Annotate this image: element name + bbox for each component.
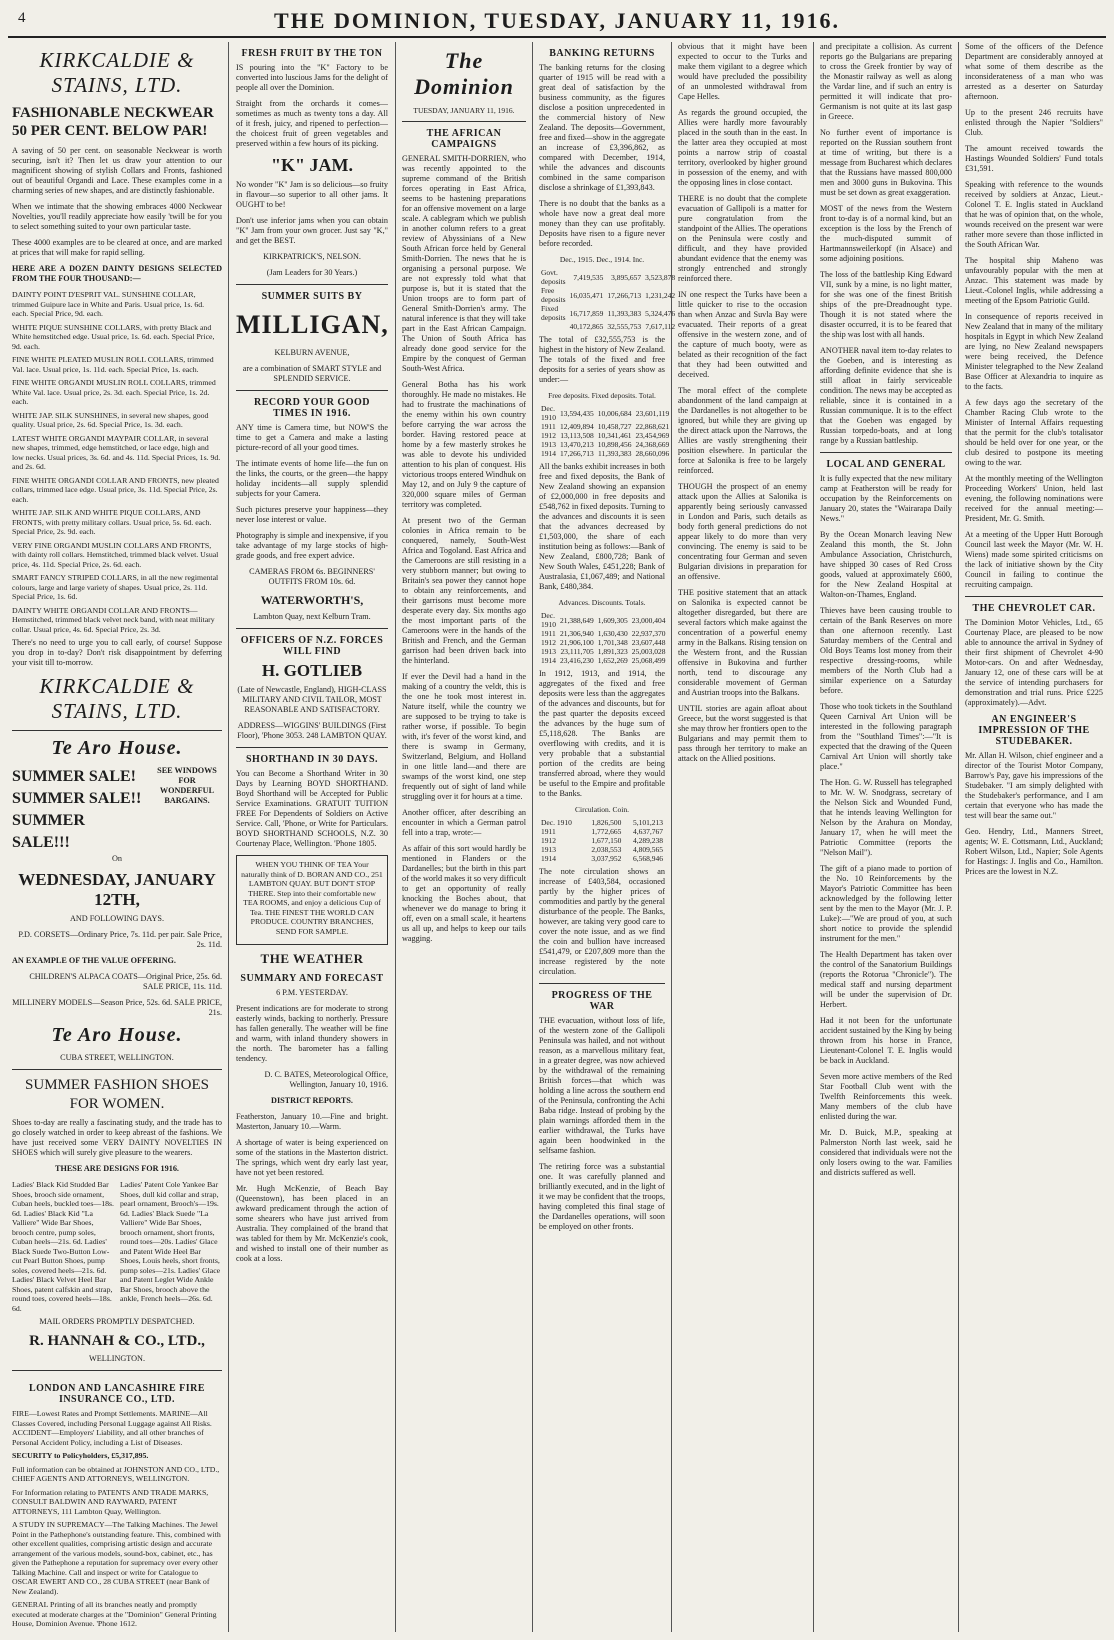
- table-cell: 40,172,865: [569, 322, 604, 331]
- local-paragraph: At a meeting of the Upper Hutt Borough Council last week the Mayor (Mr. W. H. Wiens) made some spirited criticisms on the lack of initiative shown by the City Council in failing to continue the recruiting campaign.: [965, 530, 1103, 589]
- table-cell: Dec. 1910: [541, 404, 556, 422]
- local-paragraph: Some of the officers of the Defence Department are considerably annoyed at what some of them describe as the inconsiderateness of a man who was arrested as a deserter on Saturday afternoon.: [965, 42, 1103, 101]
- local-paragraph: At the monthly meeting of the Wellington Proceeding Workers' Union, held last evening, the following nominations were received for the annual meeting:—President, Mr. G. Smith.: [965, 474, 1103, 523]
- table-cell: Govt. deposits: [541, 268, 566, 286]
- cameras-price: CAMERAS FROM 6s. BEGINNERS' OUTFITS FROM 10s. 6d.: [249, 567, 375, 586]
- table-cell: 1912: [541, 431, 556, 440]
- local-paragraph: Had it not been for the unfortunate accident sustained by the King by being thrown from his horse in France, Lieutenant-Colonel T. E. Inglis would be back in Auckland.: [820, 1016, 952, 1065]
- war-paragraph: and precipitate a collision. As current reports go the Bulgarians are preparing to cross the Greek frontier by way of the Monastir railway as well as along the Vardar line, and if such an entry is permitted it will indicate that pro-Germanism is not quite at its last gasp in Greece.: [820, 42, 952, 121]
- advances-table: [539, 611, 668, 665]
- table-row: [539, 440, 671, 449]
- list-item: WHITE JAP. SILK AND WHITE PIQUE COLLARS, AND FRONTS, with pretty military collars. Usual price, 5s. 6d. each. Special Price, 2s. 9d. each.: [12, 508, 212, 536]
- chevrolet-title: THE CHEVROLET CAR.: [972, 603, 1096, 614]
- list-item: FINE WHITE PLEATED MUSLIN ROLL COLLARS, trimmed Val. lace. Usual price, 1s. 11d. each. Special Price, 1s. each.: [12, 355, 214, 374]
- article-title: THE AFRICAN CAMPAIGNS: [426, 128, 502, 150]
- war-paragraph: The loss of the battleship King Edward VII, sunk by a mine, is no light matter, for she was one of the finest British ships of the pre-Dreadnought type. Though it is not stated where the disaster occurred, it is to be feared that the ship was lost with all hands.: [820, 270, 952, 339]
- column-banking: [539, 42, 676, 1632]
- table-cell: Dec. 1910: [541, 611, 556, 629]
- list-item: VERY FINE ORGANDI MUSLIN COLLARS AND FRONTS, with dainty roll collars. Hemstitched, trimmed black velvet. Usual price, 4s. 11d. Special Price, 2s. 6d. each.: [12, 540, 219, 569]
- record-body: ANY time is Camera time, but NOW'S the time to get a Camera and make a lasting picture-record of all your good times.: [236, 423, 388, 452]
- jam-body: No wonder "K" Jam is so delicious—so fruity in flavour—so superior to all other jams. It OUGHT to be!: [236, 180, 388, 209]
- table-row: [539, 304, 677, 322]
- article-paragraph: General Botha has his work thoroughly. He made no mistakes. He had to frustrate the machinations of the enemy within his own country before carrying the war across the border. Having restored peace at home by a few masterly strokes he was able to devote his undivided attention to his plan of conquest. His victorious troops entered Windhuk on May 12, and on July 9 the capture of 320,000 square miles of German territory was completed.: [402, 380, 526, 509]
- war-paragraph: No further event of importance is reported on the Russian southern front at time of writing, but there is a message from Bucharest which declares that the Russians have massed 800,000 men and 3000 guns in Bukovina. This must be set down as great exaggeration.: [820, 128, 952, 197]
- table-row: [539, 827, 665, 836]
- waterworth-title: WATERWORTH'S,: [260, 593, 364, 607]
- weather-signature: D. C. BATES, Meteorological Office, Wellington, January 10, 1916.: [264, 1070, 388, 1089]
- column-rule: [228, 42, 229, 1632]
- column-rule: [395, 42, 396, 1632]
- sale-millinery: MILLINERY MODELS—Season Price, 52s. 6d. SALE PRICE, 21s.: [12, 998, 222, 1017]
- sale-corsets: P.D. CORSETS—Ordinary Price, 7s. 11d. per pair. Sale Price, 2s. 11d.: [18, 930, 222, 949]
- list-item: DAINTY WHITE ORGANDI COLLAR AND FRONTS—Hemstitched, trimmed black velvet neck band, with neat military collar. Usual price, 4s. 6d. Special Price, 2s. 3d.: [12, 605, 215, 634]
- column-rule: [813, 42, 814, 1632]
- jam-since: (Jam Leaders for 30 Years.): [266, 268, 358, 277]
- local-paragraph: It is fully expected that the new military camp at Featherston will be ready for occupation by the Reinforcements on January 20, states the "Wairarapa Daily News.": [820, 474, 952, 523]
- tea-body: WHEN YOU THINK OF TEA Your naturally think of D. BORAN AND CO., 251 LAMBTON QUAY. BUT DON'T STOP THERE. Step into their comfortable new TEA ROOMS, and enjoy a delicious Cup of Tea. THE FINEST THE WORLD CAN PRODUCE. COUNTRY BRANCHES, SEND FOR SAMPLE.: [241, 860, 383, 936]
- suits-body: are a combination of SMART STYLE and SPLENDID SERVICE.: [242, 364, 382, 383]
- hendry-agents: Geo. Hendry, Ltd., Manners Street, agents; W. E. Cottsmann, Ltd., Auckland; Robert Wilson, Ltd., Napier; Sole Agents for Hastings: J. Inglis and Co., Hamilton. Prices are the lowest in N.Z.: [965, 827, 1103, 876]
- fruit-body-2: Straight from the orchards it comes—sometimes as much as twenty tons a day. All of it fresh, juicy, and ripened to perfection—the choicest fruit of green vegetables and preserved within a few hours of its picking.: [236, 99, 388, 148]
- insurance-info: Full information can be obtained at JOHNSTON AND CO., LTD., CHIEF AGENTS AND ATTORNEYS, WELLINGTON.: [12, 1464, 220, 1483]
- kirkcaldie-title-2: KIRKCALDIE & STAINS, LTD.: [39, 674, 195, 723]
- kirkcaldie-title: KIRKCALDIE & STAINS, LTD.: [39, 48, 195, 97]
- table-cell: 1914: [541, 449, 556, 458]
- banking-paragraph: In 1912, 1913, and 1914, the aggregates of the fixed and free deposits were less than the aggregates of the advances and discounts, but for the past quarter the deposits exceed the advances by the huge sum of £5,118,628. The Banks are overflowing with credits, and it is very probable that a substantial portion of the credits are being transferred abroad, where they would be useful to the Empire and profitable to the Banks.: [539, 669, 665, 798]
- local-paragraph: The amount received towards the Hastings Wounded Soldiers' Fund totals £31,591.: [965, 144, 1103, 173]
- sale-side-note: SEE WINDOWS FOR WONDERFUL BARGAINS.: [157, 766, 217, 805]
- hannah-title: R. HANNAH & CO., LTD.,: [29, 1333, 205, 1349]
- neckwear-intro-3: These 4000 examples are to be cleared at once, and are marked at prices that will make for rapid selling.: [12, 238, 222, 257]
- progress-paragraph: The retiring force was a substantial one. It was carefully planned and brilliantly executed, and in the light of it we may be confident that the troops, having completed this final stage of the Dardanelles operations, will soon be employed on other fronts.: [539, 1162, 665, 1231]
- divider: [236, 284, 388, 285]
- table-cell: 10,341,461: [597, 431, 632, 440]
- local-paragraph: By the Ocean Monarch leaving New Zealand this month, the St. John Ambulance Association, Christchurch, have shipped 30 cases of Red Cross goods, valued at approximately £600, for the New Zealand Hospital at Walton-on-Thames, England.: [820, 530, 952, 599]
- table-row: [539, 836, 665, 845]
- fruit-title: FRESH FRUIT BY THE TON: [241, 48, 383, 59]
- table-row: [539, 431, 671, 440]
- table-cell: 28,660,096: [635, 449, 670, 458]
- local-paragraph: A few days ago the secretary of the Chamber Racing Club wrote to the Minister of Internal Affairs requesting that the permit for the club's totalisator should be held over for one year, or the club desired to postpone its meeting owing to the war.: [965, 398, 1103, 467]
- sale-line: SUMMER SALE!!: [12, 790, 142, 807]
- table-cell: 4,637,767: [633, 827, 663, 836]
- table-cell: 11,393,383: [607, 308, 642, 318]
- waterworth-address: Lambton Quay, next Kelburn Tram.: [253, 612, 371, 621]
- table-cell: 17,266,713: [560, 449, 594, 458]
- table-cell: 5,324,476: [645, 308, 676, 318]
- article-paragraph: As affair of this sort would hardly be mentioned in Flanders or the Dardanelles; but the birth in this part of the world makes it so very difficult to get an opportunity of really knocking the Boches about, that whenever we do manage to bring it off, even on a small scale, it heartens us all up, and helps to keep our tails wagging.: [402, 844, 526, 943]
- banking-paragraph: There is no doubt that the banks as a whole have now a great deal more money than they can use profitably. Deposits have risen to a figure never before recorded.: [539, 199, 665, 248]
- shoes-list-left: Ladies' Black Kid Studded Bar Shoes, brooch side ornament, Cuban heels, buckled toes—18s. 6d. Ladies' Black Kid "La Valliere" Wide Bar Shoes, brooch centre, pump soles, Cuban heels—21s. 6d. Ladies' Black Suede Two-Button Low-cut Pearl Button Shoes, pump soles, covered heels—21s. 6d. Ladies' Black Velvet Heel Bar Shoes, patent calfskin and strap, round toes, covered heels—18s. 6d.: [12, 1180, 114, 1313]
- column-local-continued: [965, 42, 1103, 1632]
- table-cell: 23,454,969: [635, 431, 670, 440]
- divider: [539, 983, 665, 984]
- table-cell: 10,006,684: [597, 408, 632, 418]
- list-item: FINE WHITE ORGANDI COLLAR AND FRONTS, new pleated collars, trimmed lace edge. Usual price, 3s. 11d. Special Price, 2s. each.: [12, 475, 219, 504]
- war-paragraph: IN one respect the Turks have been a little quicker to rise to the occasion than when Anzac and Suvla Bay were evacuated. Their reports of a great offensive in the western zone, and of the capture of much booty, were as belated as their recognition of the fact that they had been outwitted and deceived.: [678, 290, 807, 379]
- studebaker-title: AN ENGINEER'S IMPRESSION OF THE STUDEBAKER.: [978, 714, 1090, 747]
- tea-ad: [236, 855, 388, 945]
- table-header: Circulation. Coin.: [575, 805, 629, 814]
- insurance-body: FIRE—Lowest Rates and Prompt Settlements. MARINE—All Classes Covered, including Personal Luggage against All Risks. ACCIDENT—Employers' Liability, and all other branches of Personal Accident Policy, including a List of Diseases.: [12, 1409, 212, 1447]
- table-cell: 24,368,669: [635, 440, 670, 449]
- table-cell: 1914: [541, 854, 556, 863]
- table-row: [539, 322, 677, 331]
- local-paragraph: Those who took tickets in the Southland Queen Carnival Art Union will be interested in the following paragraph from the "Southland Times":—"It is expected that the drawing of the Queen Carnival Art Union will shortly take place.": [820, 702, 952, 771]
- banking-paragraph: The note circulation shows an increase of £403,584, occasioned partly by the higher prices of commodities and partly by the general disturbance of the people. The Banks, however, are taking very good care to cover the note issue, and as we find the coin and bullion have increased £541,479, or £207,809 more than the increase registered by the note circulation.: [539, 867, 665, 976]
- table-cell: 1911: [541, 827, 556, 836]
- te-aro-house-title-2: Te Aro House.: [51, 1024, 183, 1046]
- weather-time: 6 P.M. YESTERDAY.: [276, 988, 348, 997]
- war-paragraph: The moral effect of the complete abandonment of the land campaign at the Dardanelles is not altogether to be ignored, but while they are giving up the direct attack upon the Narrows, the Allies are vastly strengthening their position elsewhere. In particular the force at Salonika is free to be largely reinforced.: [678, 386, 807, 475]
- milligan-address: KELBURN AVENUE,: [274, 348, 350, 357]
- te-aro-house-title: Te Aro House.: [51, 737, 183, 759]
- shoes-mail: MAIL ORDERS PROMPTLY DESPATCHED.: [39, 1317, 195, 1326]
- neckwear-heading: FASHIONABLE NECKWEAR 50 PER CENT. BELOW PAR!: [12, 105, 214, 139]
- record-body-4: Photography is simple and inexpensive, if you take advantage of my large stocks of high-grade goods, and free expert advice.: [236, 531, 388, 560]
- table-cell: 1,652,269: [597, 656, 628, 665]
- table-cell: 17,266,713: [607, 290, 642, 300]
- table-cell: 1,772,665: [591, 827, 622, 836]
- sale-alpaca: CHILDREN'S ALPACA COATS—Original Price, 25s. 6d. SALE PRICE, 11s. 11d.: [29, 972, 222, 991]
- table-header: Dec., 1915. Dec., 1914. Inc.: [559, 255, 645, 264]
- table-cell: Fixed deposits: [541, 304, 566, 322]
- table-cell: 11,393,383: [598, 449, 632, 458]
- sale-date: WEDNESDAY, JANUARY 12TH,: [18, 870, 216, 909]
- shoes-title: SUMMER FASHION SHOES FOR WOMEN.: [25, 1077, 209, 1112]
- neckwear-list: [12, 290, 222, 634]
- bottom-ads-row: [12, 1377, 222, 1633]
- banking-paragraph: The banking returns for the closing quarter of 1915 will be read with a great deal of satisfaction by the business community, as the figures disclose a position unprecedented in the commercial history of New Zealand. The deposits—Government, free and fixed—show in the aggregate an increase of £3,396,862, as compared with December, 1914, while the advances and discounts combined in the same comparison disclose a shrinkage of £1,393,843.: [539, 63, 665, 192]
- table-cell: 4,809,565: [633, 845, 663, 854]
- table-cell: 25,003,028: [631, 647, 666, 656]
- mckenzie-article: Mr. Hugh McKenzie, of Beach Bay (Queenstown), has been placed in an awkward predicament through the action of some shearers who have just arrived from Australia. They complained of the brand that was tabled for them by Mr. McKenzie's cook, and wished to install one of their number as cook at a loss.: [236, 1184, 388, 1263]
- table-row: [539, 629, 668, 638]
- article-paragraph: Another officer, after describing an encounter in which a German patrol fell into a trap, wrote:—: [402, 808, 526, 837]
- chevrolet-body: The Dominion Motor Vehicles, Ltd., 65 Courtenay Place, are pleased to be now able to announce the arrival in Sydney of their first shipment of Chevrolet 4-90 Motor-cars. On and after Wednesday, January 12, one of these cars will be at the service of intending purchasers for demonstration and trial runs. Price £225 (approximately).—Advt.: [965, 618, 1103, 707]
- summer-sale-block: [12, 766, 222, 854]
- table-cell: 12,409,894: [560, 422, 594, 431]
- local-paragraph: The Health Department has taken over the control of the Sanatorium Buildings (reports the Rotorua "Chronicle"). The medical staff and nursing department will be under the supervision of Dr. Herbert.: [820, 950, 952, 1009]
- table-cell: 23,601,119: [635, 408, 670, 418]
- list-item: FINE WHITE ORGANDI MUSLIN ROLL COLLARS, trimmed White Val. lace. Usual price, 2s. 3d. each. Special Price, 1s. 2d. each.: [12, 378, 216, 406]
- divider: [236, 747, 388, 748]
- table-row: [539, 286, 677, 304]
- record-body-3: Such pictures preserve your happiness—they never lose interest or value.: [236, 505, 388, 524]
- hannah-city: WELLINGTON.: [88, 1354, 145, 1363]
- article-paragraph: At present two of the German colonies in Africa remain to be conquered, namely, South-West Africa and Togoland. East Africa and the Cameroons are still resisting in a very stubborn manner; but owing to Britain's sea power they cannot hope to obtain any reinforcements, and their garrisons must become more desperate every day. Six months ago the most important parts of the Cameroons were in the hands of the British and French, and the German garrison had been driven back into the hinterland.: [402, 516, 526, 665]
- table-cell: 25,068,499: [631, 656, 666, 665]
- local-paragraph: Mr. D. Buick, M.P., speaking at Palmerston North last week, said he considered that individuals were not the only losers owing to the war. Families and districts suffered as well.: [820, 1128, 952, 1177]
- war-paragraph: THERE is no doubt that the complete evacuation of Gallipoli is a matter for pure congratulation from the standpoint of the Allies. The operations on the Peninsula were costly and difficult, and they have provided abundant evidence that the enemy was strongly entrenched and strongly reinforced there.: [678, 194, 808, 283]
- column-rule: [532, 42, 533, 1632]
- insurance-title: LONDON AND LANCASHIRE FIRE INSURANCE CO., LTD.: [28, 1383, 206, 1405]
- article-paragraph: If ever the Devil had a hand in the making of a country the veldt, this is the one he took most interest in. Nature itself, while the country we are supposed to be trying to take is rather worse, if possible. To begin with, it's fever of the worst kind, and there is swamp in Germany, Switzerland, Belgium, and Holland in one little land—and there are swamps of the worst kind, one step frequently out of sight of land while struggling over it for hours at a time.: [402, 672, 526, 801]
- column-rule: [958, 42, 959, 1632]
- table-cell: 3,523,878: [645, 272, 676, 282]
- shorthand-body: You can Become a Shorthand Writer in 30 Days by Learning BOYD SHORTHAND. Boyd Shorthand will be Accepted for Public Service Examinations. GRATUIT TUITION FREE For Dependents of Soldiers on Active Service. Call, 'Phone, or Write for Particulars. BOYD SHORTHAND SCHOOLS, N.Z. 30 Courtenay Place, Wellington. 'Phone 1805.: [236, 769, 388, 848]
- divider: [965, 596, 1103, 597]
- table-cell: 1913: [541, 440, 556, 449]
- table-cell: 7,419,535: [573, 272, 604, 282]
- table-row: [539, 422, 671, 431]
- gotlieb-body: (Late of Newcastle, England), HIGH-CLASS MILITARY AND CIVIL TAILOR, MOST REASONABLE AND SATISFACTORY.: [237, 685, 387, 714]
- table-row: [539, 404, 671, 422]
- divider: [12, 730, 222, 731]
- weather-title: THE WEATHER: [260, 951, 364, 966]
- progress-title: PROGRESS OF THE WAR: [551, 990, 653, 1012]
- banking-title: BANKING RETURNS: [549, 48, 655, 59]
- table-cell: 32,555,753: [607, 322, 642, 331]
- page-number: 4: [18, 10, 26, 26]
- table-cell: 1913: [541, 845, 556, 854]
- list-item: LATEST WHITE ORGANDI MAYPAIR COLLAR, in several new shapes, trimmed, edge hemstitched, or lace edge, high and low necks. Usual prices, 3s. 6d. and 4s. 11d. Special Prices, 1s. 9d. and 2s. 6d.: [12, 433, 221, 471]
- masthead-title: THE DOMINION, TUESDAY, JANUARY 11, 1916.: [274, 8, 840, 33]
- war-paragraph: THOUGH the prospect of an enemy attack upon the Allies at Salonika is apparently being seriously canvassed in London and Paris, such details as body forth general predictions do not appear likely to do more than very convincing. The enemy is said to be concentrating four German and seven Bulgarian divisions in preparation for an offensive.: [678, 482, 807, 581]
- list-item: WHITE PIQUE SUNSHINE COLLARS, with pretty Black and White hemstitched edge. Usual price, 1s. 6d. each. Special Price, 9d. each.: [12, 322, 215, 351]
- table-cell: 1911: [541, 422, 556, 431]
- table-cell: 22,937,370: [631, 629, 666, 638]
- table-cell: 21,388,649: [560, 615, 594, 625]
- table-cell: 21,906,100: [560, 638, 594, 647]
- war-paragraph: As regards the ground occupied, the Allies were hardly more favourably placed in the south than in the east. In the latter area they occupied at most points a narrow strip of coastal territory, overlooked by higher ground in possession of the enemy, and with the opposing lines in close contact.: [678, 108, 807, 187]
- divider: [820, 452, 952, 453]
- neckwear-intro: A saving of 50 per cent. on seasonable Neckwear is worth securing, isn't it? Then let us draw your attention to our magnificent showing of stylish Collars and Fronts, fashioned out of beautiful Organdi and Lace. These examples come in a charming series of new shapes, and are distinctly fashionable.: [12, 146, 222, 195]
- table-cell: 13,113,508: [560, 431, 594, 440]
- table-row: [539, 818, 665, 827]
- local-paragraph: Up to the present 246 recruits have enlisted through the Napier "Soldiers" Club.: [965, 108, 1103, 137]
- printing-ad: GENERAL Printing of all its branches neatly and promptly executed at moderate charges at the "Dominion" General Printing House, Dominion Avenue. 'Phone 1612.: [12, 1600, 217, 1628]
- shoes-intro: Shoes to-day are really a fascinating study, and the trade has to go closely watched in order to keep abreast of the fashions. We have just received some VERY DAINTY NOVELTIES IN SHOES which will surely give pleasure to the wearers.: [12, 1118, 222, 1157]
- jam-body-2: Don't use inferior jams when you can obtain "K" Jam from your own grocer. Just say "K," and get the BEST.: [236, 216, 388, 245]
- table-cell: 1,826,500: [591, 818, 622, 827]
- table-cell: 23,111,705: [560, 647, 594, 656]
- column-war-continued: [678, 42, 807, 1632]
- table-header: Advances. Discounts. Totals.: [558, 598, 646, 607]
- shortage-article: A shortage of water is being experienced on some of the stations in the Masterton district. The springs, which went dry early last year, have not yet been restored.: [236, 1138, 388, 1177]
- table-cell: 21,306,940: [560, 629, 594, 638]
- table-cell: Free deposits: [541, 286, 566, 304]
- district-title: DISTRICT REPORTS.: [271, 1096, 353, 1105]
- table-cell: 1,630,430: [597, 629, 628, 638]
- table-cell: 1912: [541, 836, 556, 845]
- record-body-2: The intimate events of home life—the fun on the links, the courts, or the green—the happy holiday incidents—all supply splendid subjects for your Camera.: [236, 459, 388, 498]
- sale-following: AND FOLLOWING DAYS.: [69, 914, 165, 923]
- suits-title: SUMMER SUITS BY: [261, 291, 363, 302]
- officers-title: OFFICERS OF N.Z. FORCES WILL FIND: [240, 635, 384, 657]
- table-cell: 13,594,435: [560, 408, 594, 418]
- list-item: SMART FANCY STRIPED COLLARS, in all the new regimental colours, large and large variety of shapes. Usual price, 2s. 11d. Special Price, 1s. 6d.: [12, 573, 219, 601]
- table-cell: 1912: [541, 638, 556, 647]
- article-paragraph: GENERAL SMITH-DORRIEN, who was recently appointed to the supreme command of the British forces operating in East Africa, seems to be hastening preparations for an offensive movement on a large scale. A cablegram which we publish in another column refers to a great review of Abyssinians of a New South African force held by General Smith-Dorrien. The news that he is organising a personal purpose. We are not expressly told what that purpose is, but it is stated that the Union troops are to form part of General Smith-Dorrien's army. The natural inference is that they will take part in the East African Campaign. The Union of South Africa has already done good service for the Empire by the conquest of German South-West Africa.: [402, 154, 526, 373]
- table-cell: 3,037,952: [591, 854, 622, 863]
- table-cell: 16,717,859: [569, 308, 604, 318]
- banking-paragraph: All the banks exhibit increases in both free and fixed deposits, the Bank of New Zealand showing an expansion of £2,000,000 in free deposits and £548,762 in fixed deposits. Turning to the advances and discounts it is seen that the advances decreased by £1,503,000, the share of each institution being as follows:—Bank of New Zealand, £800,728; Bank of New South Wales, £451,228; Bank of Australasia, £1,067,489; and National Bank, £480,384.: [539, 462, 665, 591]
- table-cell: Dec. 1910: [541, 818, 572, 827]
- column-editorial: [402, 42, 526, 1632]
- table-cell: 1,609,305: [597, 615, 628, 625]
- table-cell: 16,035,471: [569, 290, 604, 300]
- gotlieb-address: ADDRESS—WIGGINS' BUILDINGS (First Floor), 'Phone 3053. 248 LAMBTON QUAY.: [237, 721, 387, 740]
- table-cell: 7,617,112: [645, 322, 676, 331]
- war-paragraph: UNTIL stories are again afloat about Greece, but the worst suggested is that she may throw her frontiers open to the Bulgarians and may permit them to pass through her territory to make an attack on the Allied positions.: [678, 704, 807, 763]
- table-row: [539, 449, 671, 458]
- list-item: DAINTY POINT D'ESPRIT VAL. SUNSHINE COLLAR, trimmed Guipure lace in White and Paris. Usual price, 1s. 6d. each. Special Price, 9d. each.: [12, 290, 205, 318]
- divider: [12, 1069, 222, 1070]
- table-cell: 1,891,323: [597, 647, 628, 656]
- local-paragraph: In consequence of reports received in New Zealand that in many of the military hospitals in Egypt in which New Zealand are lying, no New Zealand newspapers were being received, the Defence Minister telegraphed to the New Zealand Base Officer at Alexandria to inquire as to the facts.: [965, 312, 1103, 391]
- table-cell: 22,868,621: [635, 422, 670, 431]
- weather-subtitle: SUMMARY AND FORECAST: [240, 973, 384, 984]
- table-cell: 1913: [541, 647, 556, 656]
- table-row: [539, 611, 668, 629]
- local-paragraph: Speaking with reference to the wounds received by soldiers at Anzac, Lieut.-Colonel T. E. Inglis stated in Auckland that he was of opinion that, on the whole, wounds received on the present war were rather more severe than those inflicted in the South African War.: [965, 180, 1103, 249]
- sale-example: AN EXAMPLE OF THE VALUE OFFERING.: [12, 956, 176, 965]
- table-cell: [539, 322, 568, 331]
- milligan-name: MILLIGAN,: [236, 310, 389, 339]
- banking-paragraph: The total of £32,555,753 is the highest in the history of New Zealand. The totals of the fixed and free deposits for a series of years show as under:—: [539, 335, 665, 384]
- table-cell: 6,568,946: [633, 854, 663, 863]
- table-header: Free deposits. Fixed deposits. Total.: [548, 391, 656, 400]
- jam-title: "K" JAM.: [271, 155, 353, 175]
- sale-on: On: [111, 854, 122, 863]
- te-aro-address: CUBA STREET, WELLINGTON.: [60, 1053, 174, 1062]
- column-ads-left: [12, 42, 222, 1632]
- table-cell: 23,000,404: [631, 615, 666, 625]
- shoes-list: [12, 1180, 222, 1317]
- table-row: [539, 854, 665, 863]
- neckwear-intro-2: When we intimate that the showing embraces 4000 Neckwear Novelties, you'll readily appreciate how easily 'twill be for you to select something suited to your own particular taste.: [12, 202, 222, 231]
- divider: [236, 390, 388, 391]
- table-cell: 5,101,213: [633, 818, 663, 827]
- table-cell: 2,038,553: [591, 845, 622, 854]
- table-row: [539, 638, 668, 647]
- paper-name: The Dominion: [414, 48, 514, 99]
- sale-line: SUMMER SALE!!!: [12, 812, 85, 851]
- district-body: Featherston, January 10.—Fine and bright. Masterton, January 10.—Warm.: [236, 1112, 388, 1131]
- pathephone-ad: A STUDY IN SUPREMACY—The Talking Machines. The Jewel Point in the Pathephone's outstanding feature. This, combined with other excellent qualities, comprising artistic design and accurate arrangement of the various models, sound-box, cabinet, etc., has given the Pathephone a reputation for supremacy over every other Talking Machine. Call and inspect or write for Catalogue to OSCAR EWERT AND CO., 28 CUBA STREET (near Bank of New Zealand).: [12, 1520, 221, 1596]
- studebaker-body: Mr. Allan H. Wilson, chief engineer and a director of the Tourist Motor Company, Barrow's Pay, gave his impressions of the Studebaker. "I am simply delighted with the Studebaker's performance, and I am certain that everyone who has made the test will bear the same out.": [965, 751, 1103, 820]
- sale-line: SUMMER SALE!: [12, 768, 137, 785]
- gotlieb-name: H. GOTLIEB: [261, 661, 363, 680]
- local-paragraph: The gift of a piano made to portion of the No. 10 Reinforcements by the Mayor's Patriotic Committee has been acknowledged by the following letter sent by the men to the Mayor (Mr. J. P. Luke):—"We are proud of you, at such short notice to provide the splendid instrument for the men.": [820, 864, 952, 943]
- masthead: [8, 4, 1106, 38]
- table-cell: 10,898,456: [597, 440, 632, 449]
- insurance-security: SECURITY to Policyholders, £5,317,895.: [12, 1451, 149, 1460]
- table-cell: 1,231,242: [645, 290, 676, 300]
- divider: [402, 121, 526, 122]
- column-local-general: [820, 42, 952, 1632]
- table-cell: 23,607,448: [631, 638, 666, 647]
- local-paragraph: The Hon. G. W. Russell has telegraphed to Mr. W. W. Snodgrass, secretary of the Nelson Sick and Wounded Fund, that he intends leaving Wellington for Nelson by the Arahura on Monday, January 17, when he will meet the Patriotic Committee (reports the "Nelson Mail").: [820, 778, 952, 857]
- table-row: [539, 268, 677, 286]
- progress-paragraph: THE evacuation, without loss of life, of the western zone of the Gallipoli Peninsula was hailed, and not without reason, as a marvellous military feat, in a greater degree, was now achieved by the withdrawal of the remaining British forces—that which was holding a line across the southern end of the Peninsula, confronting the Achi Baba ridge. Instead of probing by the plain warnings afforded them in the earlier withdrawal, the Turks have again been hoodwinked in the selfsame fashion.: [539, 1016, 665, 1155]
- war-paragraph: ANOTHER naval item to-day relates to the Goeben, and is interesting as affording definite evidence that she is still afloat in fairly serviceable condition. The news may be accepted as reliable, since it is contained in a Russian communique. It is to the effect that the Goeben was engaged by Russian torpedo-boats, and at long range by a Russian battleship.: [820, 346, 952, 445]
- local-paragraph: Seven more active members of the Red Star Football Club went with the Twelfth Reinforcements this week. Many members of the club have enlisted during the war.: [820, 1072, 952, 1121]
- table-cell: 1,677,150: [591, 836, 622, 845]
- local-paragraph: The hospital ship Maheno was unfavourably popular with the men at Anzac. This statement was made by Lieut.-Colonel Inglis, while addressing a meeting of the Epsom Patriotic Guild.: [965, 256, 1103, 305]
- neckwear-outro: There's no need to urge you to call early, of course! Suppose you drop in to-day? Don't risk disappointment by deferring your visit till to-morrow.: [12, 638, 222, 667]
- shoes-list-right: Ladies' Patent Cole Yankee Bar Shoes, dull kid collar and strap, pearl ornament, Brooch's—19s. 6d. Ladies' Black Suede "La Valliere" Wide Bar Shoes, brooch ornament, short fronts, round toes—20s. Ladies' Glace and Patent Wide Heel Bar Shoes, Louis heels, short fronts, pump soles—21s. Ladies' Glace and Patent Leglet Wide Ankle Bar Shoes, brooch above the ankle, French heels—26s. 6d.: [120, 1180, 221, 1303]
- patents-ad: For Information relating to PATENTS AND TRADE MARKS, CONSULT BALDWIN AND RAYWARD, PATENT ATTORNEYS, 111 Lambton Quay, Wellington.: [12, 1487, 209, 1516]
- table-row: [539, 656, 668, 665]
- table-cell: 10,458,727: [597, 422, 632, 431]
- divider: [12, 1370, 222, 1371]
- table-cell: 1911: [541, 629, 556, 638]
- local-paragraph: Thieves have been causing trouble to certain of the Bank Reserves on more than one afternoon recently. Last Saturday members of the Central and Old Boys Teams lost money from their respective dressing-rooms, while members of the North Club had a similar experience on a Saturday before.: [820, 606, 952, 695]
- column-ads-right: [236, 42, 388, 1632]
- record-title: RECORD YOUR GOOD TIMES IN 1916.: [254, 397, 370, 419]
- war-paragraph: MOST of the news from the Western front to-day is of a normal kind, but an exception is the loss by the French of the much-disputed summit of Hartmannsweilerkopf (in Alsace) and some adjoining positions.: [820, 204, 952, 263]
- war-paragraph: obvious that it might have been expected to occur to the Turks and make them vigilant to a degree which would have precluded the possibility of an unmolested withdrawal from Cape Helles.: [678, 42, 807, 101]
- table-cell: 23,416,230: [560, 656, 594, 665]
- fruit-body: IS pouring into the "K" Factory to be converted into luscious Jams for the delight of people all over the Dominion.: [236, 63, 388, 92]
- deposits-table: [539, 268, 677, 331]
- table-row: [539, 647, 668, 656]
- jam-maker: KIRKPATRICK'S, NELSON.: [263, 252, 361, 261]
- table-cell: 1914: [541, 656, 556, 665]
- paper-date: TUESDAY, JANUARY 11, 1916.: [413, 106, 515, 115]
- free-fixed-table: [539, 404, 671, 458]
- neckwear-list-heading: HERE ARE A DOZEN DAINTY DESIGNS SELECTED FROM THE FOUR THOUSAND:—: [12, 264, 222, 283]
- shoes-heading: THESE ARE DESIGNS FOR 1916.: [55, 1164, 179, 1173]
- table-cell: 3,895,657: [611, 272, 642, 282]
- war-paragraph: THE positive statement that an attack on Salonika is expected cannot be altogether disregarded, but there are several factors which make against the concentration of a powerful enemy army in the Balkans. Rising tension on the Western front, and the Russian offensive in Bukovina and further north, tend to discourage any considerable movement of German and Austrian troops into the Balkans.: [678, 588, 807, 697]
- table-cell: 4,289,238: [633, 836, 663, 845]
- divider: [236, 628, 388, 629]
- list-item: WHITE JAP. SILK SUNSHINES, in several new shapes, good quality. Usual price, 2s. 6d. Special Price, 1s. 3d. each.: [12, 410, 209, 429]
- table-row: [539, 845, 665, 854]
- circulation-table: [539, 818, 665, 863]
- shorthand-title: SHORTHAND IN 30 DAYS.: [245, 754, 379, 765]
- local-title: LOCAL AND GENERAL: [826, 459, 946, 470]
- table-cell: 13,470,213: [560, 440, 594, 449]
- table-cell: 1,701,348: [597, 638, 628, 647]
- weather-body: Present indications are for moderate to strong easterly winds, backing to northerly. Pressure has fallen generally. The weather will be fine and warm, with inland thundery showers in the north. The barometer has a falling tendency.: [236, 1004, 388, 1063]
